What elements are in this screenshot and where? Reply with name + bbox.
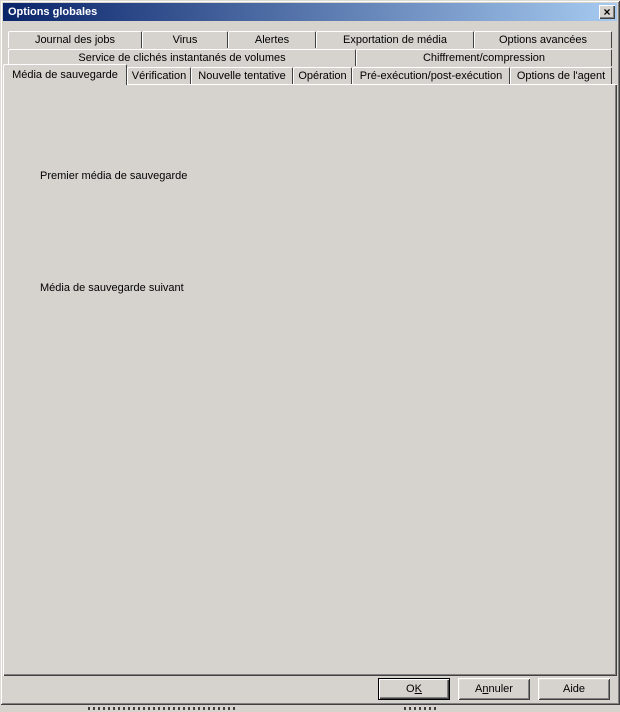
tab-label: Nouvelle tentative <box>198 70 286 82</box>
desktop-fragment-strip <box>0 705 620 712</box>
tab-label: Service de clichés instantanés de volumes <box>78 52 286 64</box>
help-button[interactable]: Aide <box>538 678 610 700</box>
tab-operation[interactable] <box>293 67 352 84</box>
cancel-button[interactable]: A n nuler <box>458 678 530 700</box>
tab-label: Options de l'agent <box>516 70 606 82</box>
tab-journal-des-jobs[interactable] <box>8 31 142 48</box>
tab-options-de-l-agent[interactable] <box>510 67 612 84</box>
tab-media-de-sauvegarde[interactable] <box>3 64 127 85</box>
title-bar <box>3 3 617 21</box>
desktop-fragment <box>404 707 436 710</box>
tab-label: Options avancées <box>498 34 588 46</box>
tab-nouvelle-tentative[interactable] <box>191 67 293 84</box>
tab-verification[interactable] <box>127 67 191 84</box>
tab-label: Alertes <box>254 34 290 46</box>
tab-label: Virus <box>172 34 198 46</box>
ok-button[interactable]: O K <box>378 678 450 700</box>
tab-alertes[interactable] <box>228 31 316 48</box>
window-title: Options globales <box>8 6 98 18</box>
tab-label: Vérification <box>131 70 187 82</box>
tab-options-avancees[interactable] <box>474 31 612 48</box>
tab-label: Exportation de média <box>343 34 447 46</box>
desktop-fragment <box>88 707 236 710</box>
tab-virus[interactable] <box>142 31 228 48</box>
tab-label: Journal des jobs <box>34 34 116 46</box>
close-button[interactable] <box>599 5 615 19</box>
tab-label: Chiffrement/compression <box>422 52 546 64</box>
tab-chiffrement-compression[interactable] <box>356 49 612 66</box>
tab-label: Pré-exécution/post-exécution <box>359 70 503 82</box>
tab-label: Opération <box>298 70 347 82</box>
close-icon: × <box>603 5 611 19</box>
next-media-group-title: Média de sauvegarde suivant <box>36 282 188 294</box>
tab-label: Média de sauvegarde <box>12 69 118 81</box>
first-media-group-title: Premier média de sauvegarde <box>36 170 191 182</box>
tab-exportation-de-media[interactable] <box>316 31 474 48</box>
tab-pre-execution-post-execution[interactable] <box>352 67 510 84</box>
